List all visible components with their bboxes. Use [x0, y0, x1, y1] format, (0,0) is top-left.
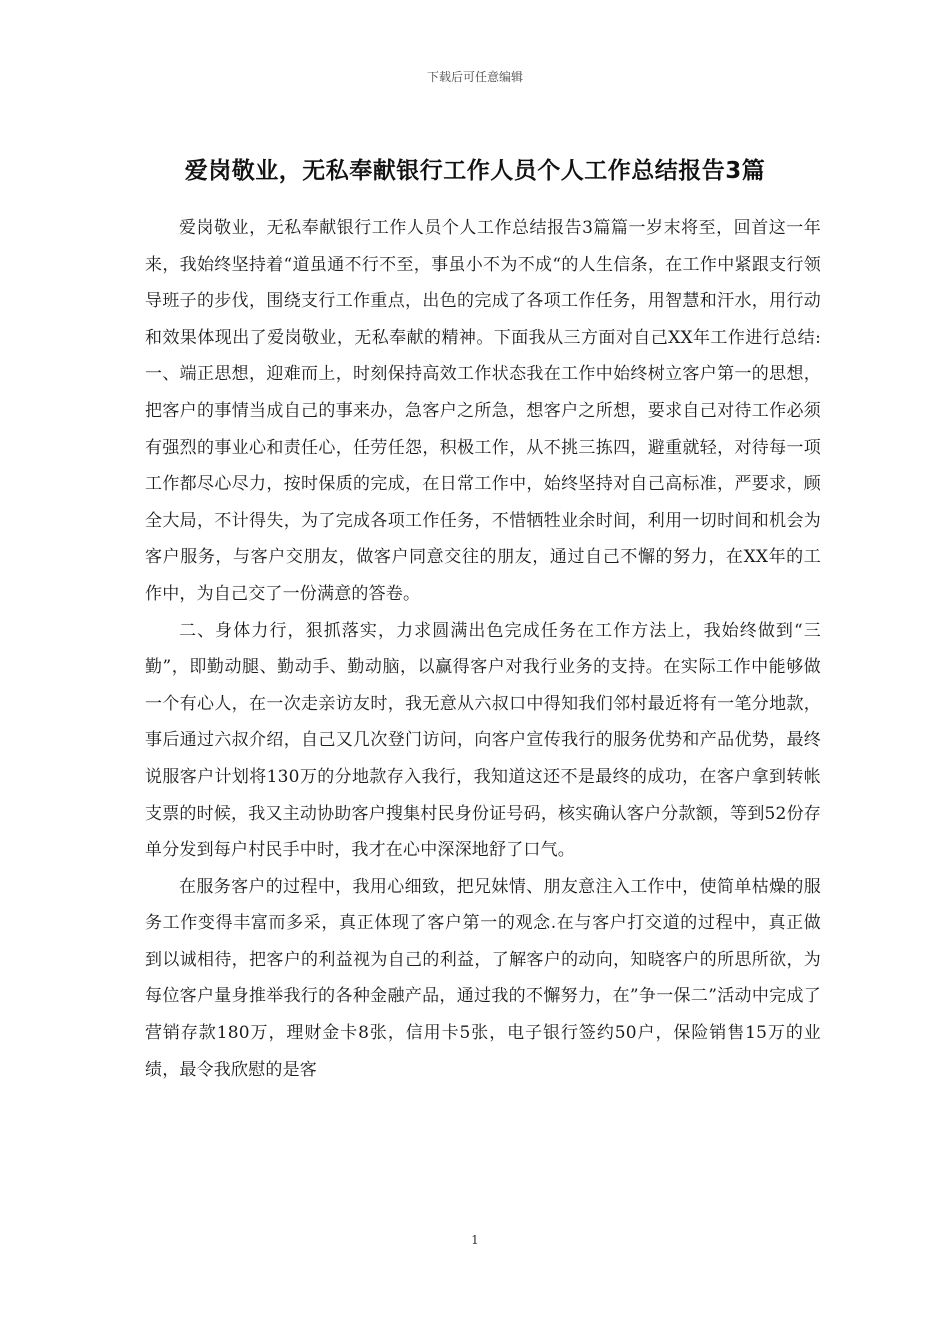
document-body — [145, 210, 821, 1088]
page-number: 1 — [471, 1233, 479, 1247]
paragraph-1: 爱岗敬业，无私奉献银行工作人员个人工作总结报告3篇篇一岁末将至，回首这一年来，我始终坚持着“道虽通不行不至，事虽小不为不成“的人生信条，在工作中紧跟支行领导班子的步伐，围绕支行工作重点，出色的完成了各项工作任务，用智慧和汗水，用行动和效果体现出了爱岗敬业，无私奉献的精神。下面我从三方面对自己XX年工作进行总结:一、端正思想，迎难而上，时刻保持高效工作状态我在工作中始终树立客户第一的思想，把客户的事情当成自己的事来办，急客户之所急，想客户之所想，要求自己对待工作必须有强烈的事业心和责任心，任劳任怨，积极工作，从不挑三拣四，避重就轻，对待每一项工作都尽心尽力，按时保质的完成，在日常工作中，始终坚持对自己高标准，严要求，顾全大局，不计得失，为了完成各项工作任务，不惜牺牲业余时间，利用一切时间和机会为客户服务，与客户交朋友，做客户同意交往的朋友，通过自己不懈的努力，在XX年的工作中，为自己交了一份满意的答卷。 — [145, 218, 821, 604]
paragraph-2: 二、身体力行，狠抓落实，力求圆满出色完成任务在工作方法上，我始终做到“三勤”，即勤动腿、勤动手、勤动脑，以赢得客户对我行业务的支持。在实际工作中能够做一个有心人，在一次走亲访友时，我无意从六叔口中得知我们邻村最近将有一笔分地款，事后通过六叔介绍，自己又几次登门访问，向客户宣传我行的服务优势和产品优势，最终说服客户计划将130万的分地款存入我行，我知道这还不是最终的成功，在客户拿到转帐支票的时候，我又主动协助客户搜集村民身份证号码，核实确认客户分款额，等到52份存单分发到每户村民手中时，我才在心中深深地舒了口气。 — [145, 620, 821, 861]
header-note: 下载后可任意编辑 — [426, 70, 523, 84]
document-title: 爱岗敬业，无私奉献银行工作人员个人工作总结报告3篇 — [184, 158, 766, 184]
paragraph-3: 在服务客户的过程中，我用心细致，把兄妹情、朋友意注入工作中，使简单枯燥的服务工作变得丰富而多采，真正体现了客户第一的观念.在与客户打交道的过程中，真正做到以诚相待，把客户的利益视为自己的利益，了解客户的动向，知晓客户的所思所欲，为每位客户量身推举我行的各种金融产品，通过我的不懈努力，在”争一保二”活动中完成了营销存款180万，理财金卡8张，信用卡5张，电子银行签约50户，保险销售15万的业绩，最令我欣慰的是客 — [145, 876, 821, 1080]
